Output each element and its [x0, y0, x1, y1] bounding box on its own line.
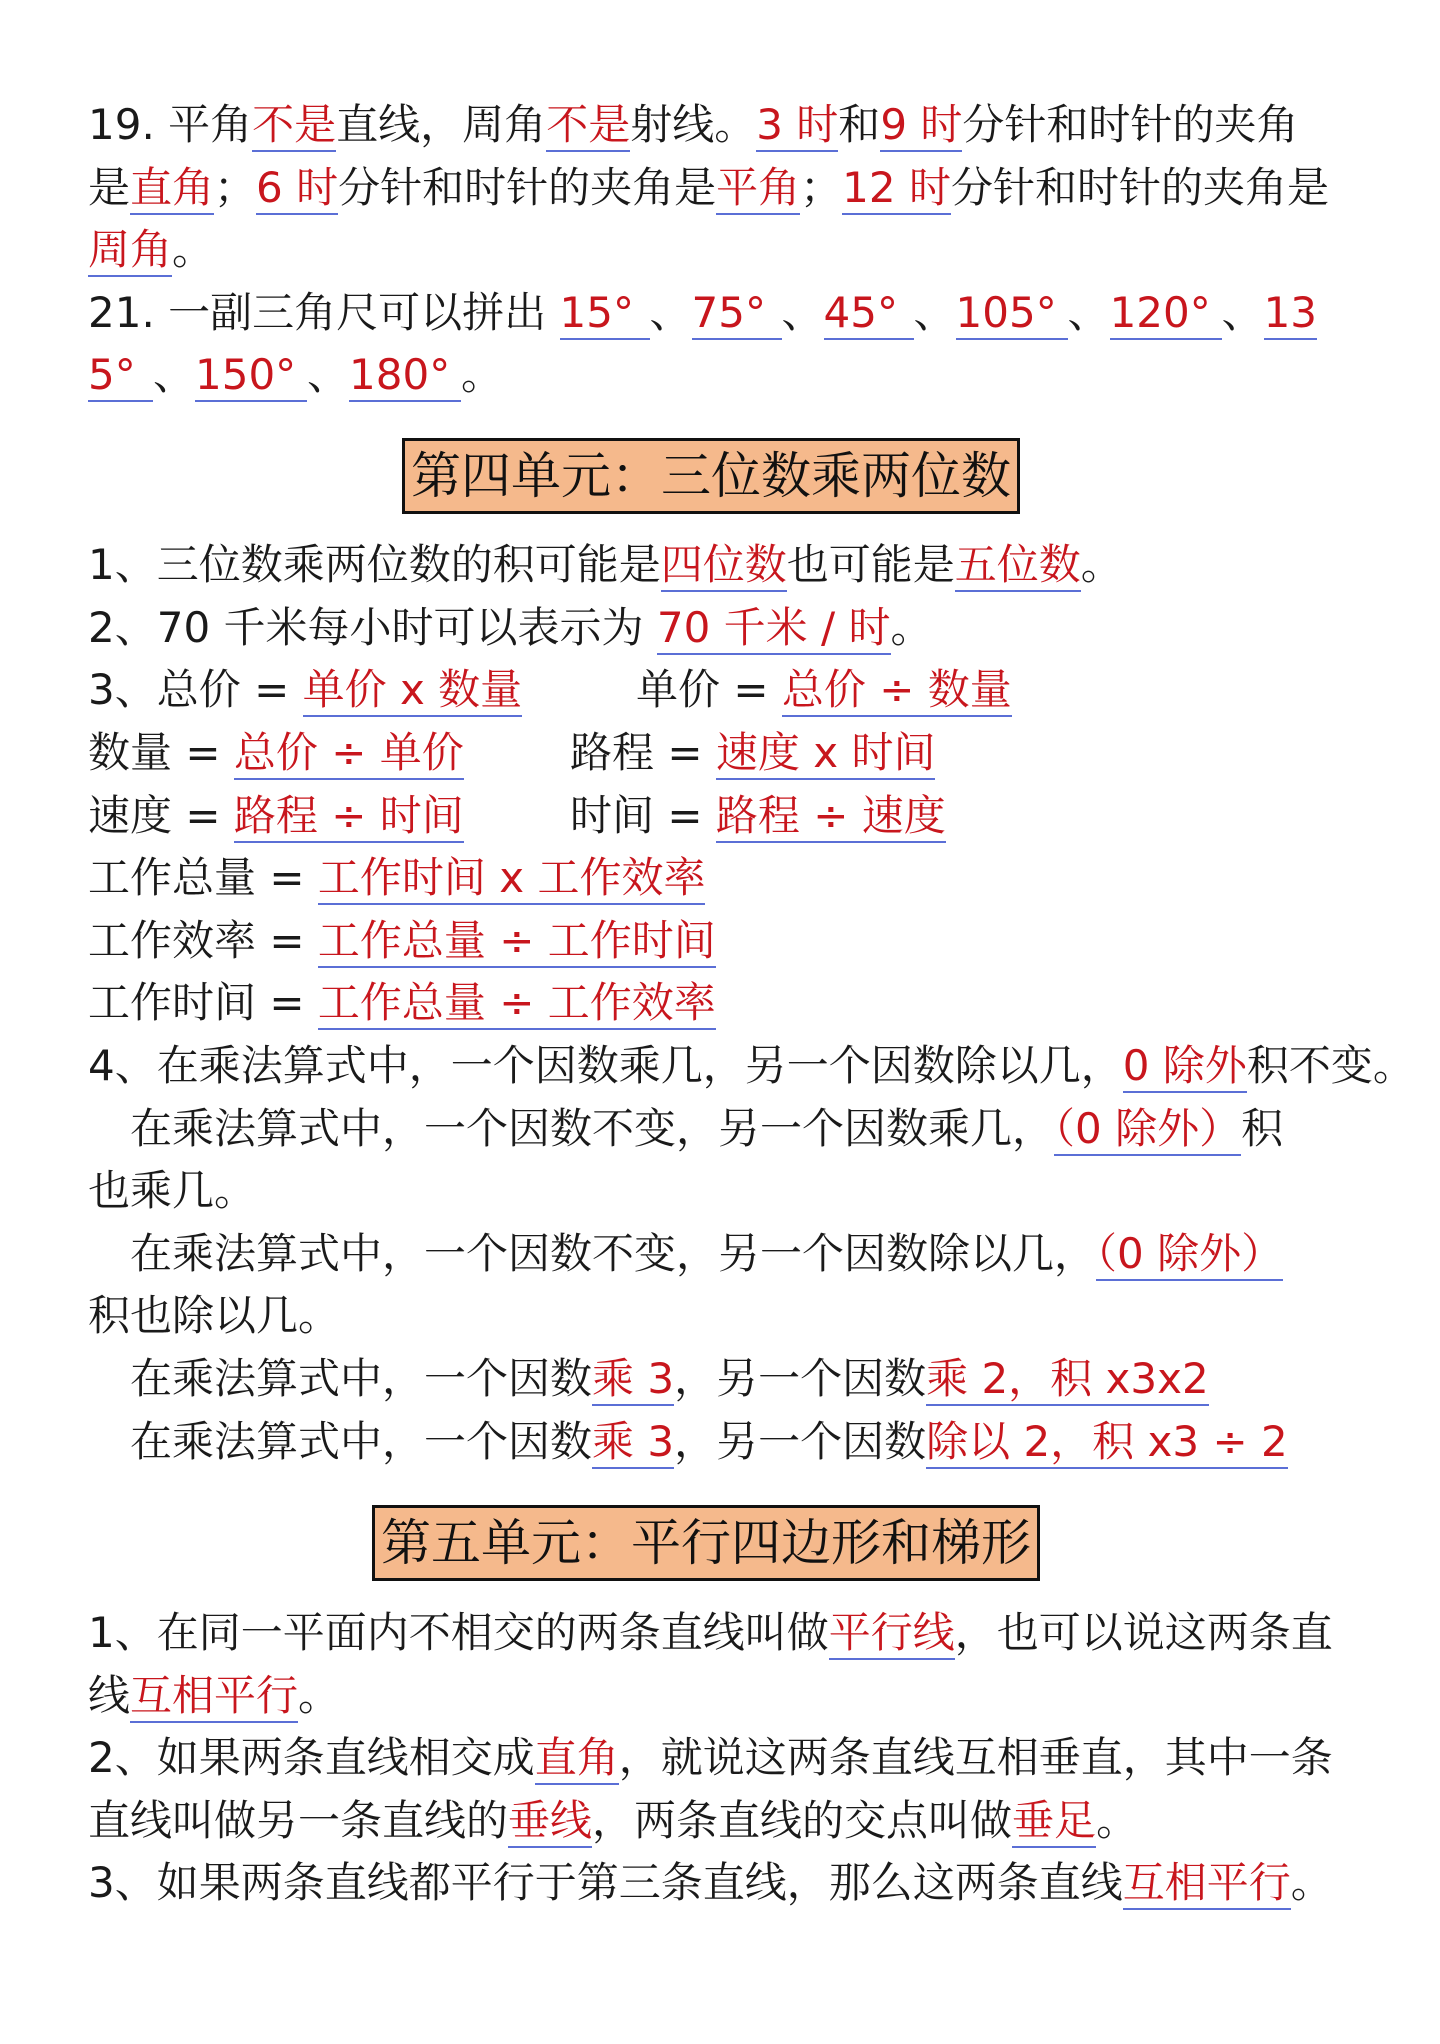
- formula-quantity: [88, 723, 464, 783]
- text: 分针和时针的夹角: [962, 100, 1299, 149]
- text: 路程 =: [570, 728, 716, 777]
- blank-answer: 120°: [1110, 288, 1222, 340]
- unit-4-item-4-line-6: [130, 1349, 1209, 1409]
- answer: 五位数: [955, 540, 1081, 592]
- text: 19. 平角: [88, 100, 253, 149]
- text: 4、在乘法算式中，一个因数乘几，另一个因数除以几，: [88, 1041, 1123, 1090]
- answer: 70 千米 / 时: [657, 603, 891, 655]
- text: 、: [307, 350, 350, 399]
- answer: 6 时: [256, 163, 338, 215]
- formula-work-total: [88, 848, 705, 908]
- text: 3、如果两条直线都平行于第三条直线，那么这两条直线: [88, 1858, 1123, 1907]
- answer: 互相平行: [130, 1671, 298, 1723]
- text: 2、如果两条直线相交成: [88, 1733, 535, 1782]
- text: 也乘几。: [88, 1166, 257, 1215]
- item-21-line-1: [88, 283, 1317, 343]
- text: 速度 =: [88, 791, 234, 840]
- text: 直线，周角: [336, 100, 547, 149]
- answer: 乘 3: [592, 1417, 674, 1469]
- blank-answer: 45°: [824, 288, 914, 340]
- text: 。: [890, 603, 933, 652]
- unit-5-header: 第五单元：平行四边形和梯形: [372, 1505, 1040, 1581]
- formula-speed: [88, 786, 464, 846]
- answer: （0 除外）: [1054, 1104, 1241, 1156]
- text: 也可能是: [786, 540, 955, 589]
- text: 在乘法算式中，一个因数不变，另一个因数乘几，: [130, 1104, 1055, 1153]
- unit-4-item-1: [88, 535, 1123, 595]
- unit-4-item-4-line-3: [88, 1161, 256, 1221]
- answer: 不是: [252, 100, 336, 152]
- answer: 平行线: [829, 1608, 955, 1660]
- answer: 路程 ÷ 时间: [234, 791, 464, 843]
- answer: 9 时: [880, 100, 962, 152]
- text: 3、总价 =: [88, 665, 303, 714]
- blank-answer: 5°: [88, 350, 153, 402]
- answer: 工作总量 ÷ 工作时间: [318, 916, 716, 968]
- formula-distance: [570, 723, 935, 783]
- answer: 0 除外: [1123, 1041, 1247, 1093]
- text: 时间 =: [570, 791, 716, 840]
- text: ，另一个因数: [674, 1354, 927, 1403]
- answer: 工作时间 x 工作效率: [318, 853, 706, 905]
- answer: 垂足: [1012, 1796, 1096, 1848]
- text: ；: [800, 163, 843, 212]
- unit-4-item-4-line-7: [130, 1412, 1288, 1472]
- text: 在乘法算式中，一个因数: [130, 1354, 593, 1403]
- formula-time: [570, 786, 946, 846]
- unit-4-item-4-line-4: [130, 1224, 1283, 1284]
- blank-answer: 150°: [195, 350, 307, 402]
- answer: 垂线: [508, 1796, 592, 1848]
- formula-unit-price: [636, 660, 1012, 720]
- text: 。: [1290, 1858, 1333, 1907]
- text: 、: [1067, 288, 1110, 337]
- text: 。: [1080, 540, 1123, 589]
- text: 在乘法算式中，一个因数: [130, 1417, 593, 1466]
- text: 分针和时针的夹角是: [338, 163, 717, 212]
- text: 2、70 千米每小时可以表示为: [88, 603, 657, 652]
- text: 分针和时针的夹角是: [950, 163, 1329, 212]
- text: 积也除以几。: [88, 1291, 341, 1340]
- text: 。: [461, 350, 504, 399]
- item-19-line-2: [88, 158, 1329, 218]
- unit-4-item-4-line-1: [88, 1036, 1415, 1096]
- answer: 四位数: [661, 540, 787, 592]
- answer: 工作总量 ÷ 工作效率: [318, 978, 716, 1030]
- unit-5-item-2-line-2: [88, 1791, 1138, 1851]
- text: 1、在同一平面内不相交的两条直线叫做: [88, 1608, 829, 1657]
- answer: 平角: [716, 163, 800, 215]
- text: 、: [1221, 288, 1264, 337]
- answer: 乘 3: [592, 1354, 674, 1406]
- text: 。: [1096, 1796, 1139, 1845]
- text: 工作效率 =: [88, 916, 318, 965]
- blank-answer: 75°: [692, 288, 782, 340]
- text: 、: [781, 288, 824, 337]
- unit-4-item-4-line-5: [88, 1286, 340, 1346]
- text: 线: [88, 1671, 131, 1720]
- text: 直线叫做另一条直线的: [88, 1796, 509, 1845]
- text: 。: [172, 225, 215, 274]
- answer: 互相平行: [1123, 1858, 1291, 1910]
- text: 、: [153, 350, 196, 399]
- text: 和: [838, 100, 881, 149]
- text: ，另一个因数: [674, 1417, 927, 1466]
- item-19-line-3: [88, 220, 214, 280]
- text: 、: [913, 288, 956, 337]
- unit-4-header: 第四单元：三位数乘两位数: [402, 438, 1020, 514]
- answer: 13: [1264, 288, 1317, 340]
- text: 在乘法算式中，一个因数不变，另一个因数除以几，: [130, 1229, 1097, 1278]
- text: ，两条直线的交点叫做: [592, 1796, 1013, 1845]
- text: 21. 一副三角尺可以拼出: [88, 288, 560, 337]
- unit-5-item-3: [88, 1853, 1333, 1913]
- answer: 周角: [88, 225, 172, 277]
- formula-work-efficiency: [88, 911, 716, 971]
- answer: （0 除外）: [1096, 1229, 1283, 1281]
- text: 积: [1241, 1104, 1284, 1153]
- answer: 直角: [535, 1733, 619, 1785]
- text: 。: [298, 1671, 341, 1720]
- item-21-line-2: [88, 345, 503, 405]
- answer: 单价 x 数量: [303, 665, 523, 717]
- formula-total-price: [88, 660, 522, 720]
- answer: 总价 ÷ 数量: [782, 665, 1012, 717]
- unit-5-item-1-line-1: [88, 1603, 1333, 1663]
- answer: 12 时: [842, 163, 951, 215]
- text: 射线。: [630, 100, 757, 149]
- blank-answer: 105°: [956, 288, 1068, 340]
- text: 1、三位数乘两位数的积可能是: [88, 540, 661, 589]
- text: 数量 =: [88, 728, 234, 777]
- unit-4-item-4-line-2: [130, 1099, 1283, 1159]
- formula-work-time: [88, 973, 716, 1033]
- text: 积不变。: [1246, 1041, 1415, 1090]
- answer: 直角: [130, 163, 214, 215]
- text: 工作时间 =: [88, 978, 318, 1027]
- text: ，就说这两条直线互相垂直，其中一条: [618, 1733, 1333, 1782]
- answer: 路程 ÷ 速度: [716, 791, 946, 843]
- unit-5-item-2-line-1: [88, 1728, 1333, 1788]
- text: 、: [649, 288, 692, 337]
- item-19-line-1: [88, 95, 1298, 155]
- text: 单价 =: [636, 665, 782, 714]
- unit-4-item-2: [88, 598, 933, 658]
- blank-answer: 180°: [349, 350, 461, 402]
- answer: 不是: [546, 100, 630, 152]
- text: 工作总量 =: [88, 853, 318, 902]
- text: ，也可以说这两条直: [954, 1608, 1333, 1657]
- text: 是: [88, 163, 131, 212]
- answer: 除以 2，积 x3 ÷ 2: [926, 1417, 1288, 1469]
- answer: 速度 x 时间: [716, 728, 936, 780]
- answer: 乘 2，积 x3x2: [926, 1354, 1209, 1406]
- text: ；: [214, 163, 257, 212]
- answer: 3 时: [756, 100, 838, 152]
- answer: 总价 ÷ 单价: [234, 728, 464, 780]
- blank-answer: 15°: [560, 288, 650, 340]
- unit-5-item-1-line-2: [88, 1666, 340, 1726]
